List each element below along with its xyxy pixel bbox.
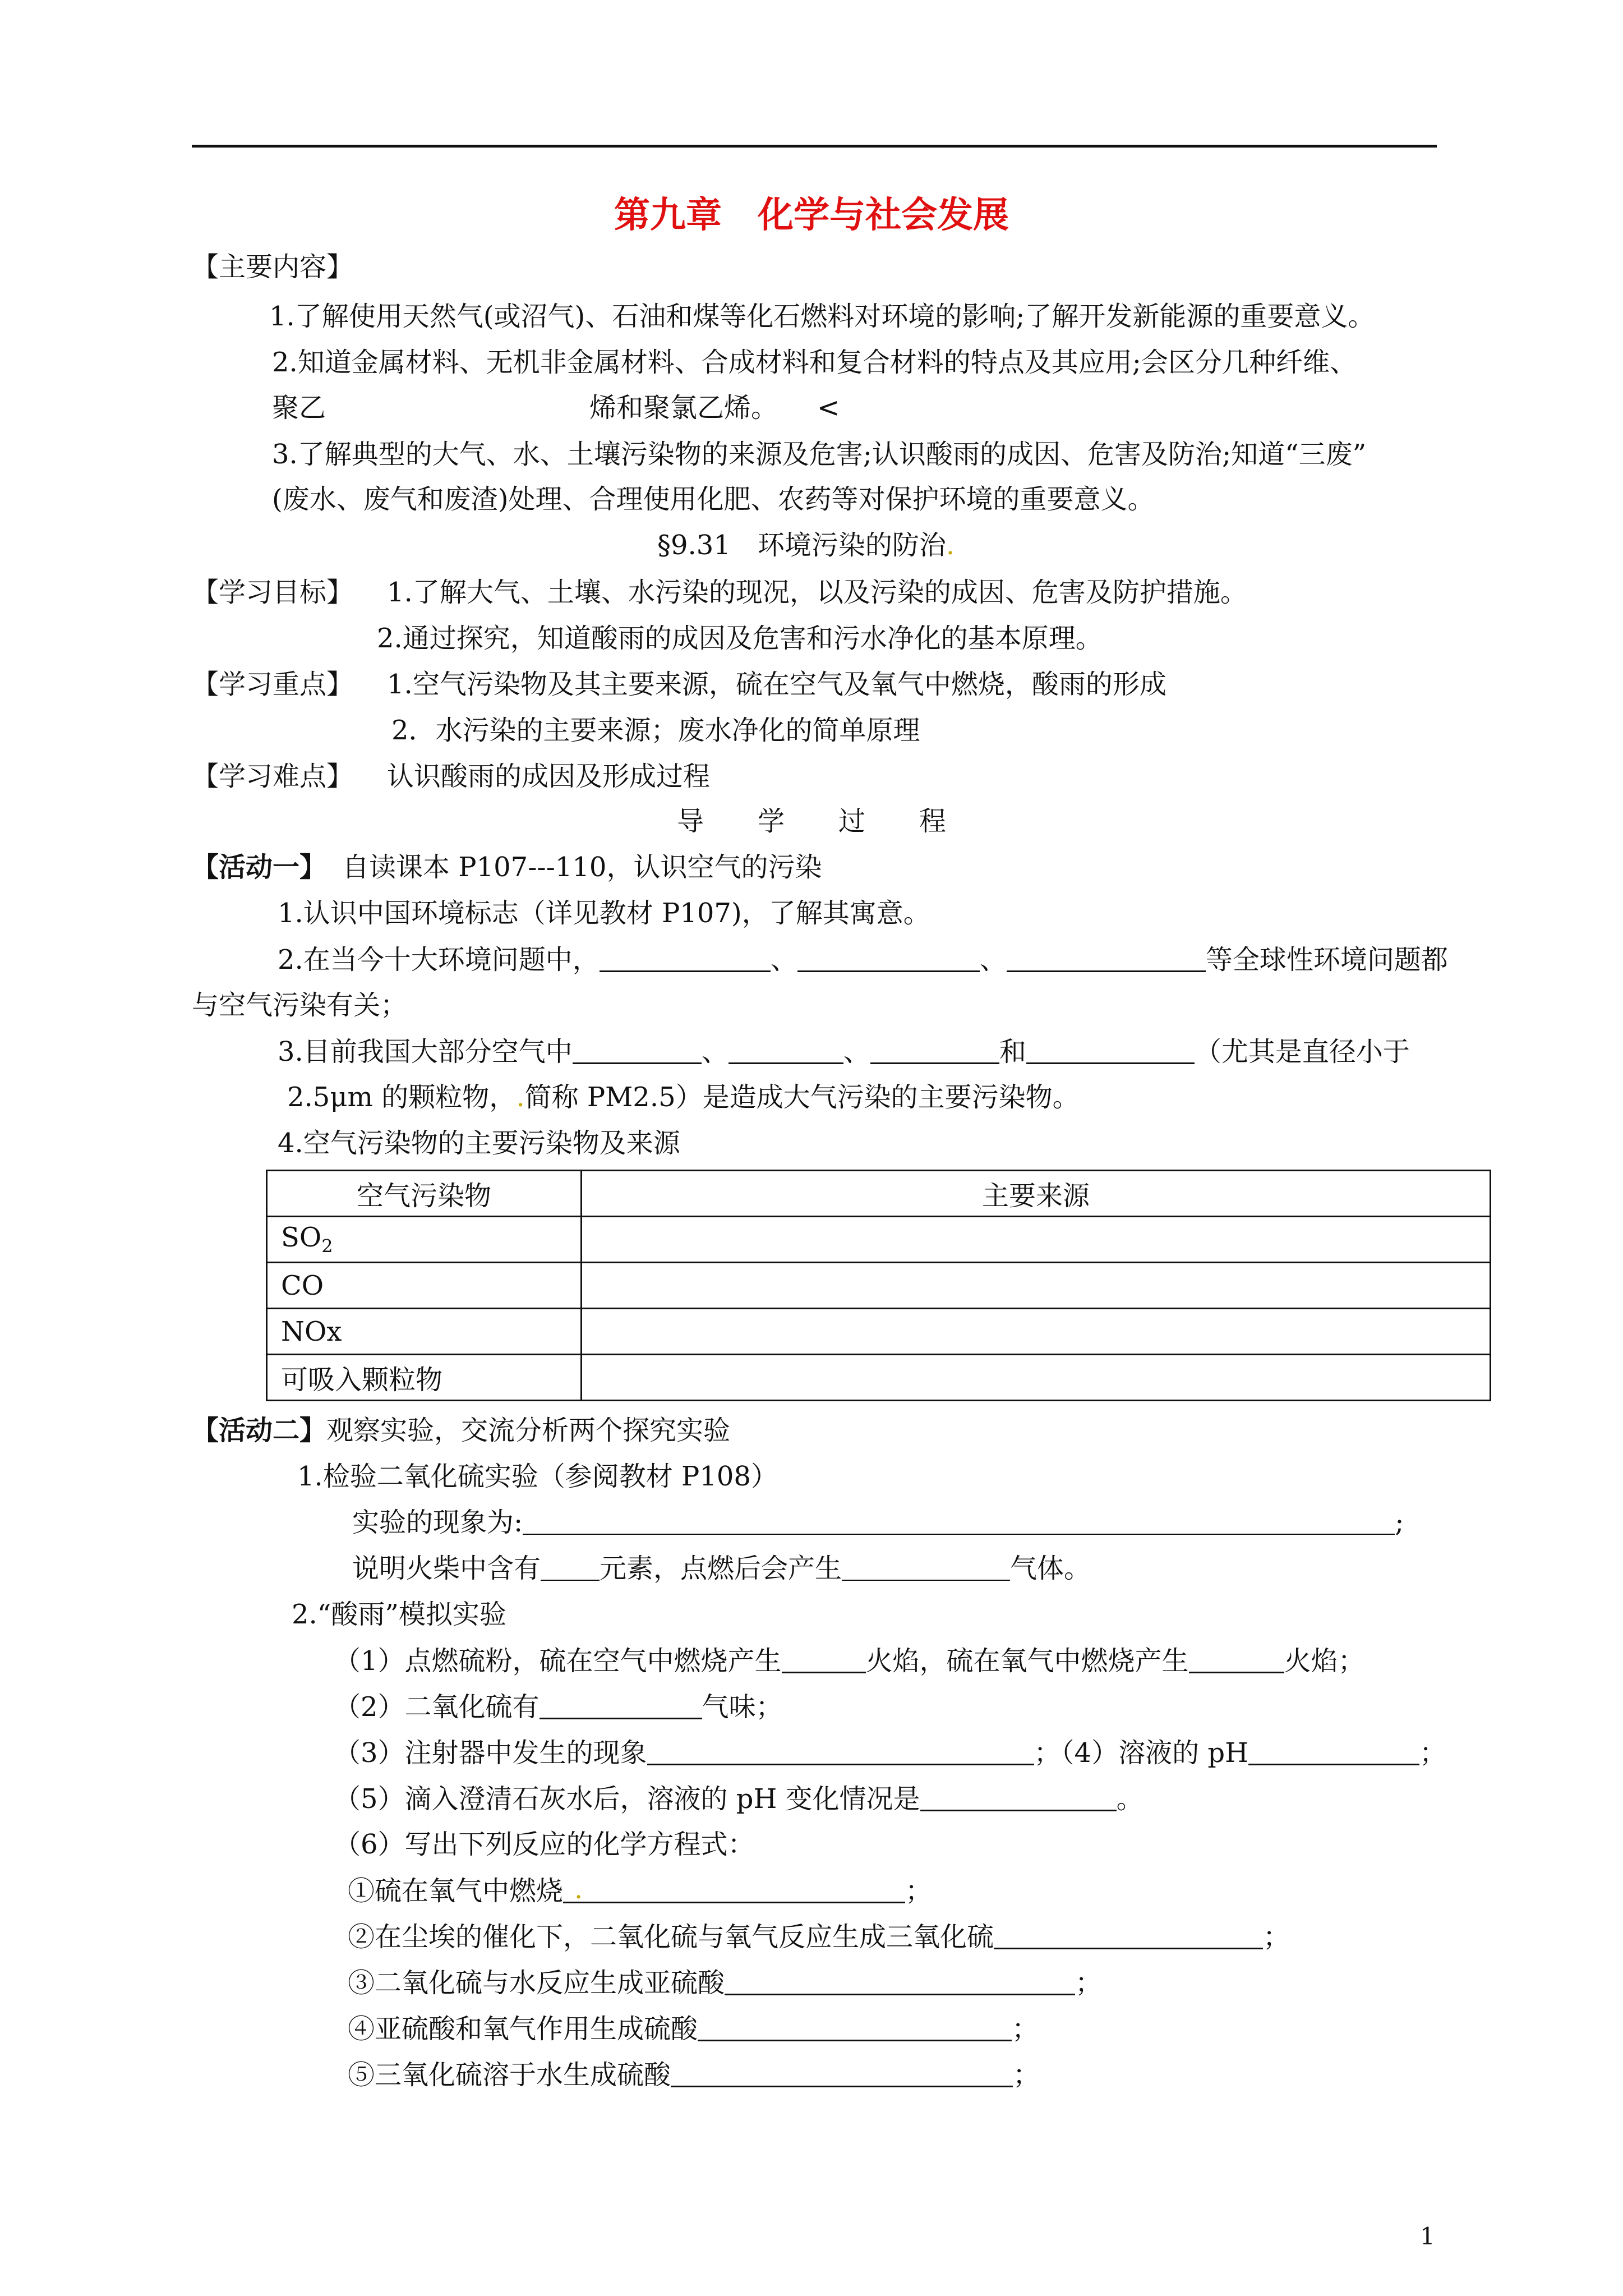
- step-3-4: [334, 1737, 1446, 1769]
- step-5: [334, 1783, 1144, 1815]
- activity-1-q3-cont: [287, 1084, 1080, 1111]
- reaction-4-text: ④亚硫酸和氧气作用生成硫酸: [348, 2013, 698, 2045]
- semicolon: ；: [1419, 1737, 1446, 1769]
- separator: 、: [843, 1036, 870, 1068]
- activity-2-label: 【活动二】: [192, 1415, 327, 1446]
- focus-row: [192, 671, 1166, 698]
- reaction-1-text: ①硫在氧气中燃烧: [348, 1875, 564, 1907]
- and-word: 和: [999, 1036, 1026, 1068]
- answer-blank[interactable]: [541, 1555, 600, 1581]
- answer-blank[interactable]: [994, 1923, 1263, 1949]
- period: 。: [1116, 1783, 1144, 1815]
- text-fragment: 聚乙: [272, 392, 326, 424]
- table-header-row: [267, 1171, 1491, 1217]
- main-content-item-3b: (废水、废气和废渣)处理、合理使用化肥、农药等对保护环境的重要意义。: [272, 484, 1155, 515]
- goals-row: [192, 579, 1247, 606]
- activity-1-label: 【活动一】: [192, 852, 327, 883]
- step-6: （6）写出下列反应的化学方程式：: [334, 1829, 755, 1860]
- activity-1-q3: [278, 1036, 1410, 1068]
- reaction-3: [348, 1967, 1103, 1999]
- activity-1-header: [192, 854, 822, 881]
- experiment-2-title: 2.“酸雨”模拟实验: [292, 1599, 506, 1630]
- main-content-item-1: 1.了解使用天然气(或沼气)、石油和煤等化石燃料对环境的影响;了解开发新能源的重要意义。: [269, 301, 1375, 332]
- pollutant-table: [266, 1170, 1491, 1401]
- reaction-5-text: ⑤三氧化硫溶于水生成硫酸: [348, 2059, 671, 2091]
- step-2: [334, 1691, 783, 1723]
- q3-cont-a: 2.5μm 的颗粒物，: [287, 1082, 517, 1113]
- reaction-2: [348, 1921, 1290, 1953]
- separator: 、: [701, 1036, 728, 1068]
- focus-label: 【学习重点】: [192, 669, 354, 700]
- semicolon: ；: [1075, 1967, 1103, 1999]
- answer-blank[interactable]: [1189, 1647, 1284, 1673]
- goals-label: 【学习目标】: [192, 577, 354, 608]
- table-row: [267, 1217, 1491, 1263]
- main-content-item-3a: 3.了解典型的大气、水、土壤污染物的来源及危害;认识酸雨的成因、危害及防治;知道“三废”: [272, 439, 1367, 470]
- focus-item-1: 1.空气污染物及其主要来源，硫在空气及氧气中燃烧，酸雨的形成: [387, 669, 1166, 700]
- table-row: [267, 1309, 1491, 1355]
- text-fragment: 烯和聚氯乙烯。: [589, 392, 778, 424]
- semicolon: ；: [1263, 1921, 1290, 1953]
- q3-cont-dot: .: [516, 1082, 525, 1113]
- explain-a: 说明火柴中含有: [352, 1553, 541, 1584]
- explain-c: 气体。: [1010, 1553, 1091, 1584]
- answer-blank[interactable]: [600, 946, 771, 972]
- source-answer-cell[interactable]: [582, 1263, 1491, 1309]
- answer-blank[interactable]: [563, 1874, 905, 1905]
- step-1-a: （1）点燃硫粉，硫在空气中燃烧产生: [334, 1645, 782, 1677]
- header-rule: [192, 145, 1437, 148]
- activity-1-q2: [278, 944, 1448, 976]
- source-answer-cell[interactable]: [582, 1217, 1491, 1263]
- section-title: [657, 532, 955, 559]
- experiment-1-phenomenon: [352, 1509, 1404, 1536]
- answer-blank[interactable]: [671, 2061, 1013, 2087]
- answer-blank[interactable]: [1007, 946, 1206, 972]
- section-dot: .: [946, 530, 955, 561]
- pollutant-name: SO: [281, 1222, 322, 1254]
- reaction-1: [348, 1874, 933, 1907]
- semicolon: ;: [1395, 1507, 1404, 1538]
- goals-item-2: 2.通过探究，知道酸雨的成因及危害和污水净化的基本原理。: [377, 623, 1103, 654]
- answer-blank[interactable]: [728, 1038, 843, 1064]
- answer-blank[interactable]: [540, 1693, 702, 1719]
- step-5-a: （5）滴入澄清石灰水后，溶液的 pH 变化情况是: [334, 1783, 920, 1815]
- source-answer-cell[interactable]: [582, 1355, 1491, 1401]
- semicolon: ；: [905, 1875, 933, 1907]
- q3-suffix: （尤其是直径小于: [1194, 1036, 1410, 1068]
- answer-blank[interactable]: [920, 1785, 1117, 1811]
- goals-item-1: 1.了解大气、土壤、水污染的现况，以及污染的成因、危害及防护措施。: [387, 577, 1247, 608]
- separator: 、: [979, 944, 1007, 976]
- explain-b: 元素，点燃后会产生: [600, 1553, 842, 1584]
- phenomenon-label: 实验的现象为:: [352, 1507, 523, 1538]
- header-cell: 主要来源: [582, 1171, 1491, 1217]
- main-content-item-2b: [272, 392, 840, 424]
- answer-blank[interactable]: [1026, 1038, 1195, 1064]
- chapter-title: 第九章 化学与社会发展: [614, 194, 1009, 236]
- step-2-a: （2）二氧化硫有: [334, 1691, 540, 1723]
- answer-blank[interactable]: [842, 1555, 1010, 1581]
- reaction-4: [348, 2013, 1039, 2045]
- step-1-c: 火焰；: [1284, 1645, 1365, 1677]
- answer-blank[interactable]: [870, 1038, 999, 1064]
- activity-1-q4: 4.空气污染物的主要污染物及来源: [278, 1128, 680, 1159]
- pollutant-cell: 可吸入颗粒物: [267, 1355, 582, 1401]
- q2-prefix: 2.在当今十大环境问题中，: [278, 944, 600, 976]
- answer-blank[interactable]: [647, 1739, 1034, 1765]
- reaction-5: [348, 2059, 1040, 2091]
- table-row: [267, 1355, 1491, 1401]
- caret-mark: <: [817, 392, 840, 424]
- q3-prefix: 3.目前我国大部分空气中: [278, 1036, 573, 1068]
- activity-2-text: 观察实验，交流分析两个探究实验: [326, 1415, 731, 1446]
- q2-suffix: 等全球性环境问题都: [1205, 944, 1448, 976]
- process-title: 导 学 过 程: [676, 806, 946, 837]
- subscript: 2: [321, 1235, 333, 1257]
- answer-blank[interactable]: [1248, 1739, 1419, 1765]
- semicolon: ；: [1013, 2059, 1040, 2091]
- step-2-b: 气味；: [702, 1691, 783, 1723]
- q3-cont-b: 简称 PM2.5）是造成大气污染的主要污染物。: [524, 1082, 1080, 1113]
- experiment-1-title: 1.检验二氧化硫实验（参阅教材 P108）: [297, 1461, 778, 1492]
- answer-blank[interactable]: [782, 1647, 866, 1673]
- answer-blank[interactable]: [698, 2015, 1012, 2041]
- answer-blank[interactable]: [725, 1969, 1075, 1995]
- header-cell: 空气污染物: [267, 1171, 582, 1217]
- pollutant-cell: NOx: [267, 1309, 582, 1355]
- activity-1-text: 自读课本 P107---110，认识空气的污染: [342, 852, 822, 883]
- table-row: [267, 1263, 1491, 1309]
- answer-dot: .: [574, 1874, 583, 1905]
- separator: 、: [770, 944, 797, 976]
- answer-blank[interactable]: [573, 1038, 702, 1064]
- difficulty-row: [192, 763, 710, 790]
- reaction-3-text: ③二氧化硫与水反应生成亚硫酸: [348, 1967, 725, 1999]
- activity-1-q1: 1.认识中国环境标志（详见教材 P107)，了解其寓意。: [278, 898, 930, 929]
- section-title-text: §9.31 环境污染的防治: [657, 530, 946, 561]
- experiment-1-explain: [352, 1555, 1091, 1582]
- answer-blank[interactable]: [797, 946, 980, 972]
- semicolon: ；: [1012, 2013, 1039, 2045]
- main-content-heading: 【主要内容】: [192, 251, 354, 283]
- pollutant-cell: CO: [267, 1263, 582, 1309]
- activity-2-header: [192, 1417, 730, 1444]
- answer-blank[interactable]: [523, 1509, 1395, 1535]
- main-content-item-2a: 2.知道金属材料、无机非金属材料、合成材料和复合材料的特点及其应用;会区分几种纤维、: [272, 347, 1357, 378]
- step-1: [334, 1645, 1365, 1677]
- step-1-b: 火焰，硫在氧气中燃烧产生: [865, 1645, 1189, 1677]
- step-3-a: （3）注射器中发生的现象: [334, 1737, 647, 1769]
- step-4-a: ；（4）溶液的 pH: [1034, 1737, 1248, 1769]
- difficulty-label: 【学习难点】: [192, 761, 354, 792]
- pollutant-cell: [267, 1217, 582, 1263]
- page-number: 1: [1420, 2223, 1435, 2250]
- source-answer-cell[interactable]: [582, 1309, 1491, 1355]
- activity-1-q2-cont: 与空气污染有关；: [192, 990, 408, 1021]
- difficulty-text: 认识酸雨的成因及形成过程: [387, 761, 711, 792]
- reaction-2-text: ②在尘埃的催化下，二氧化硫与氧气反应生成三氧化硫: [348, 1921, 994, 1953]
- focus-item-2: 2．水污染的主要来源；废水净化的简单原理: [391, 715, 920, 746]
